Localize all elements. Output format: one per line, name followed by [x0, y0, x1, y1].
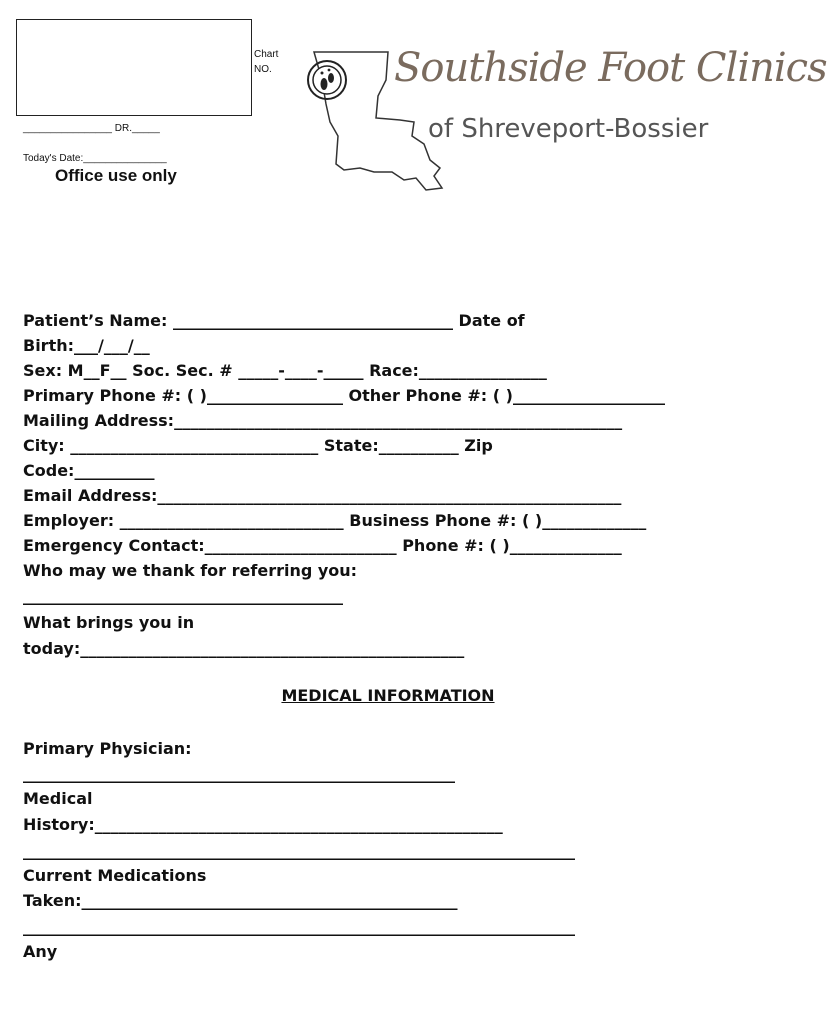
medical-history-label: Medical [23, 789, 93, 808]
logo-title: Southside Foot Clinics [394, 45, 827, 91]
chart-number-box[interactable] [16, 19, 252, 116]
current-medications-continued-field[interactable]: _____________________________________________________________________ [23, 917, 575, 936]
sex-ssn-race-field[interactable]: Sex: M__F__ Soc. Sec. # _____-____-_____ Race:________________ [23, 361, 547, 380]
medical-history-continued-field[interactable]: _____________________________________________________________________ [23, 841, 575, 860]
mailing-address-field[interactable]: Mailing Address:________________________________________________________ [23, 411, 623, 430]
city-state-field[interactable]: City: _______________________________ State:__________ Zip [23, 436, 493, 455]
phone-field[interactable]: Primary Phone #: ( )_________________ Other Phone #: ( )___________________ [23, 386, 665, 405]
date-of-birth-field[interactable]: Birth:___/___/__ [23, 336, 150, 355]
visit-reason-field[interactable]: today:________________________________________________ [23, 639, 465, 658]
logo-subtitle: of Shreveport-Bossier [428, 114, 709, 144]
doctor-line: ________________ DR._____ [23, 123, 160, 134]
referral-label: Who may we thank for referring you: [23, 561, 358, 580]
referral-field[interactable]: ________________________________________ [23, 586, 343, 605]
patient-name-field[interactable]: Patient’s Name: ___________________________________ Date of [23, 311, 525, 330]
primary-physician-label: Primary Physician: [23, 739, 192, 758]
zip-code-field[interactable]: Code:__________ [23, 461, 155, 480]
visit-reason-label: What brings you in [23, 613, 195, 632]
office-use-label: Office use only [55, 166, 177, 185]
employer-field[interactable]: Employer: ____________________________ Business Phone #: ( )_____________ [23, 511, 647, 530]
clinic-logo [300, 40, 827, 200]
medical-history-field[interactable]: History:___________________________________________________ [23, 815, 503, 834]
chart-label: Chart [254, 49, 279, 60]
todays-date-field: Today's Date:_______________ [23, 153, 167, 164]
email-address-field[interactable]: Email Address:__________________________________________________________ [23, 486, 622, 505]
primary-physician-field[interactable]: ______________________________________________________ [23, 764, 455, 783]
emergency-contact-field[interactable]: Emergency Contact:________________________ Phone #: ( )______________ [23, 536, 622, 555]
current-medications-field[interactable]: Taken:_______________________________________________ [23, 891, 458, 910]
any-label: Any [23, 942, 58, 961]
current-medications-label: Current Medications [23, 866, 207, 885]
medical-info-heading: MEDICAL INFORMATION [281, 686, 495, 705]
chart-no-label: NO. [254, 64, 272, 75]
